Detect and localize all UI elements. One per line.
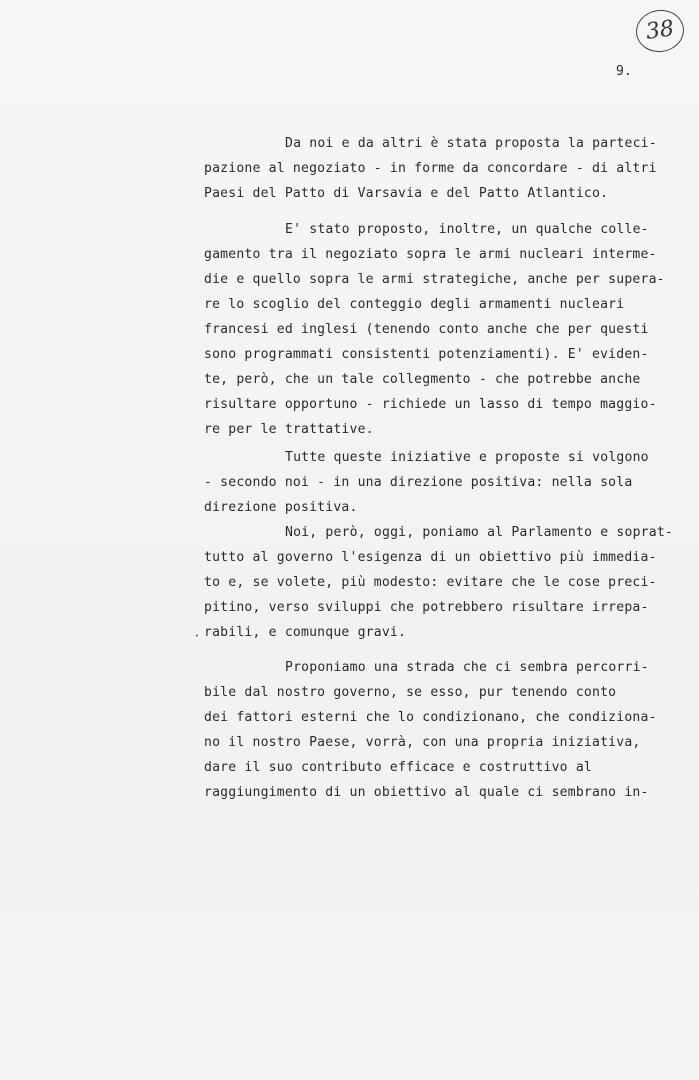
text-line: Noi, però, oggi, poniamo al Parlamento e soprat- xyxy=(285,525,673,540)
text-line: Proponiamo una strada che ci sembra percorri- xyxy=(285,660,649,675)
text-line: Da noi e da altri è stata proposta la parteci- xyxy=(285,136,657,151)
text-line: gamento tra il negoziato sopra le armi nucleari interme- xyxy=(204,247,657,262)
text-line: risultare opportuno - richiede un lasso di tempo maggio- xyxy=(204,397,657,412)
text-line: Tutte queste iniziative e proposte si volgono xyxy=(285,450,649,465)
text-line: bile dal nostro governo, se esso, pur tenendo conto xyxy=(204,685,617,700)
text-line: rabili, e comunque gravi. xyxy=(204,625,407,640)
text-line: re lo scoglio del conteggio degli armamenti nucleari xyxy=(204,297,625,312)
text-line: pitino, verso sviluppi che potrebbero risultare irrepa- xyxy=(204,600,649,615)
text-line: no il nostro Paese, vorrà, con una propria iniziativa, xyxy=(204,735,641,750)
text-line: dare il suo contributo efficace e costruttivo al xyxy=(204,760,592,775)
text-line: dei fattori esterni che lo condizionano, che condiziona- xyxy=(204,710,657,725)
text-line: pazione al negoziato - in forme da concordare - di altri xyxy=(204,161,657,176)
text-line: sono programmati consistenti potenziamenti). E' eviden- xyxy=(204,347,649,362)
text-line: Paesi del Patto di Varsavia e del Patto Atlantico. xyxy=(204,186,609,201)
page-number: 9. xyxy=(616,64,632,79)
text-line: - secondo noi - in una direzione positiva: nella sola xyxy=(204,475,633,490)
archive-stamp: 38 xyxy=(633,7,686,55)
text-line: raggiungimento di un obiettivo al quale ci sembrano in- xyxy=(204,785,649,800)
text-line: E' stato proposto, inoltre, un qualche colle- xyxy=(285,222,649,237)
text-line: francesi ed inglesi (tenendo conto anche che per questi xyxy=(204,322,649,337)
text-line: direzione positiva. xyxy=(204,500,358,515)
text-line: re per le trattative. xyxy=(204,422,374,437)
text-line: te, però, che un tale collegmento - che potrebbe anche xyxy=(204,372,641,387)
text-line: die e quello sopra le armi strategiche, anche per supera- xyxy=(204,272,665,287)
text-line: tutto al governo l'esigenza di un obiettivo più immedia- xyxy=(204,550,657,565)
margin-mark: · xyxy=(193,629,201,644)
text-line: to e, se volete, più modesto: evitare che le cose preci- xyxy=(204,575,657,590)
